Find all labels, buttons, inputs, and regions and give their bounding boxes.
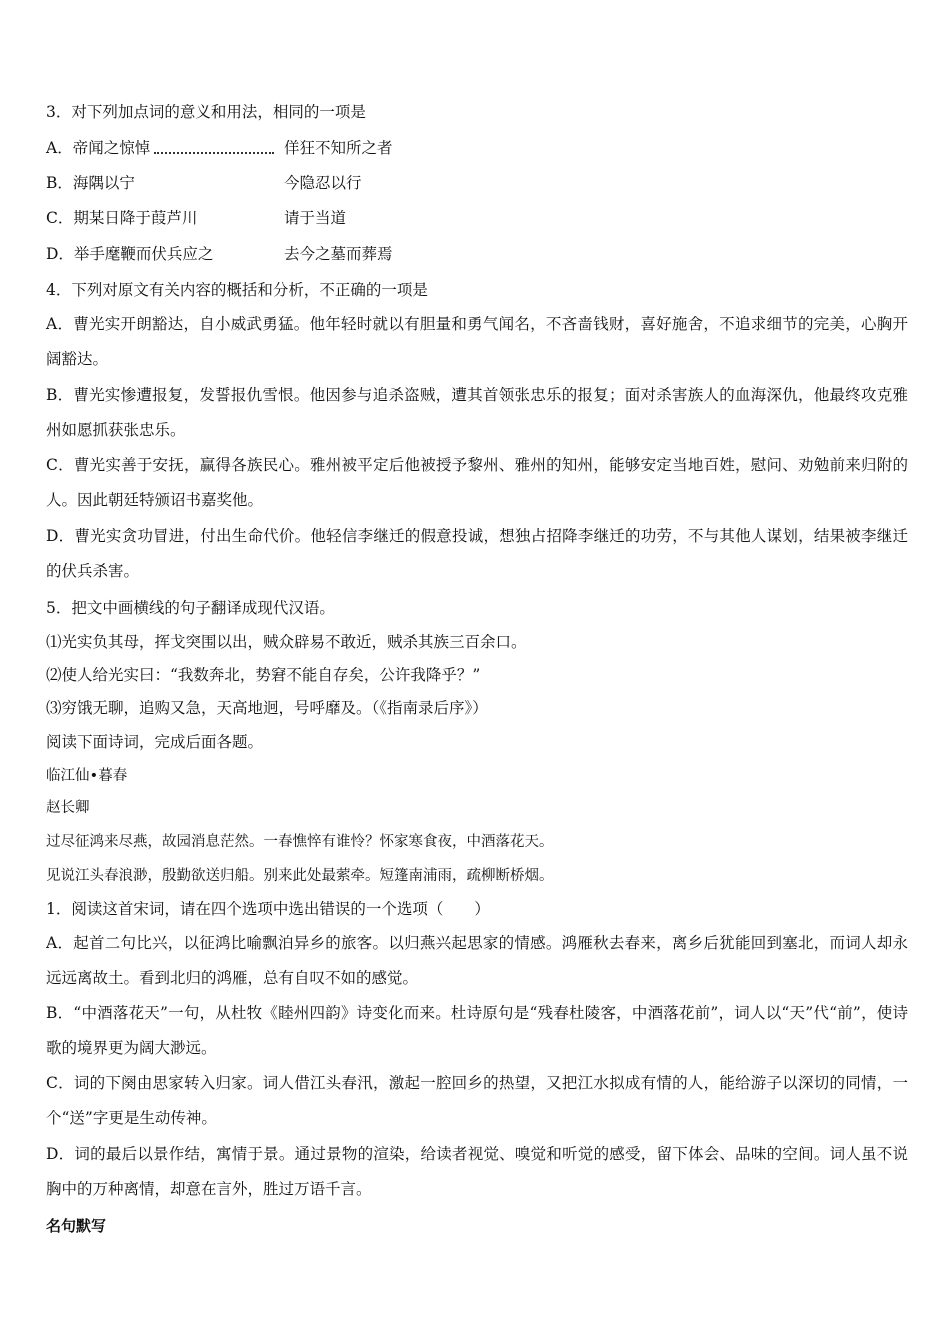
poem-line-2: 见说江头春浪渺，殷勤欲送归船。别来此处最萦牵。短篷南浦雨，疏柳断桥烟。 bbox=[46, 868, 554, 884]
q3-option-b-left: B．海隅以宁 bbox=[46, 174, 135, 192]
q4-option-b: B．曹光实惨遭报复，发誓报仇雪恨。他因参与追杀盗贼，遭其首领张忠乐的报复；面对杀害族人的血海深仇，他最终攻克雅州如愿抓获张忠乐。 bbox=[46, 386, 908, 439]
poem-author: 赵长卿 bbox=[46, 800, 90, 816]
q4-option-d: D．曹光实贪功冒进，付出生命代价。他轻信李继迁的假意投诚，想独占招降李继迁的功劳，不与其他人谋划，结果被李继迁的伏兵杀害。 bbox=[46, 527, 908, 580]
poem-line-1: 过尽征鸿来尽燕，故园消息茫然。一春憔悴有谁怜？怀家寒食夜，中酒落花天。 bbox=[46, 834, 554, 850]
q5-stem: 5．把文中画横线的句子翻译成现代汉语。 bbox=[46, 599, 335, 617]
q3-option-b bbox=[46, 173, 362, 193]
p1-option-b: B．“中酒落花天”一句，从杜牧《睦州四韵》诗变化而来。杜诗原句是“残春杜陵客，中酒落花前”，词人以“天”代“前”，使诗歌的境界更为阔大渺远。 bbox=[46, 1004, 908, 1057]
section-heading: 名句默写 bbox=[46, 1217, 107, 1235]
q3-option-a-right: 佯狂不知所之者 bbox=[284, 139, 393, 157]
q3-option-a bbox=[46, 138, 393, 158]
q4-option-c: C．曹光实善于安抚，赢得各族民心。雅州被平定后他被授予黎州、雅州的知州，能够安定当地百姓，慰问、劝勉前来归附的人。因此朝廷特颁诏书嘉奖他。 bbox=[46, 456, 908, 509]
q3-option-a-left: A．帝闻之惊悼 bbox=[46, 139, 151, 157]
p1-option-a: A．起首二句比兴，以征鸿比喻飘泊异乡的旅客。以归燕兴起思家的情感。鸿雁秋去春来，离乡后犹能回到塞北，而词人却永远远离故土。看到北归的鸿雁，总有自叹不如的感觉。 bbox=[46, 934, 908, 987]
q3-option-b-right: 今隐忍以行 bbox=[284, 174, 362, 192]
p1-stem: 1．阅读这首宋词，请在四个选项中选出错误的一个选项（ ） bbox=[46, 900, 490, 918]
poem-title: 临江仙•暮春 bbox=[46, 768, 128, 784]
q3-option-c bbox=[46, 208, 347, 228]
q3-option-d bbox=[46, 244, 393, 264]
p1-option-d: D．词的最后以景作结，寓情于景。通过景物的渲染，给读者视觉、嗅觉和听觉的感受，留下体会、品味的空间。词人虽不说胸中的万种离情，却意在言外，胜过万语千言。 bbox=[46, 1145, 908, 1198]
emphasis-dots bbox=[154, 152, 274, 154]
q5-item-2: ⑵使人给光实曰：“我数奔北，势窘不能自存矣，公许我降乎？” bbox=[46, 666, 481, 684]
poem-intro: 阅读下面诗词，完成后面各题。 bbox=[46, 733, 264, 751]
q3-option-c-right: 请于当道 bbox=[284, 209, 347, 227]
q3-option-d-right: 去今之墓而葬焉 bbox=[284, 245, 393, 263]
q5-item-3: ⑶穷饿无聊，追购又急，天高地迥，号呼靡及。（《指南录后序》） bbox=[46, 699, 488, 717]
q3-option-c-left: C．期某日降于葭芦川 bbox=[46, 209, 198, 227]
p1-option-c: C．词的下阕由思家转入归家。词人借江头春汛，激起一腔回乡的热望，又把江水拟成有情的人，能给游子以深切的同情，一个“送”字更是生动传神。 bbox=[46, 1074, 908, 1127]
q4-option-a: A．曹光实开朗豁达，自小威武勇猛。他年轻时就以有胆量和勇气闻名，不吝啬钱财，喜好施舍，不追求细节的完美，心胸开阔豁达。 bbox=[46, 315, 908, 368]
q3-stem: 3．对下列加点词的意义和用法，相同的一项是 bbox=[46, 103, 366, 121]
q5-item-1: ⑴光实负其母，挥戈突围以出，贼众辟易不敢近，贼杀其族三百余口。 bbox=[46, 633, 527, 651]
q3-option-d-left: D．举手麾鞭而伏兵应之 bbox=[46, 245, 214, 263]
q4-stem: 4．下列对原文有关内容的概括和分析，不正确的一项是 bbox=[46, 281, 428, 299]
